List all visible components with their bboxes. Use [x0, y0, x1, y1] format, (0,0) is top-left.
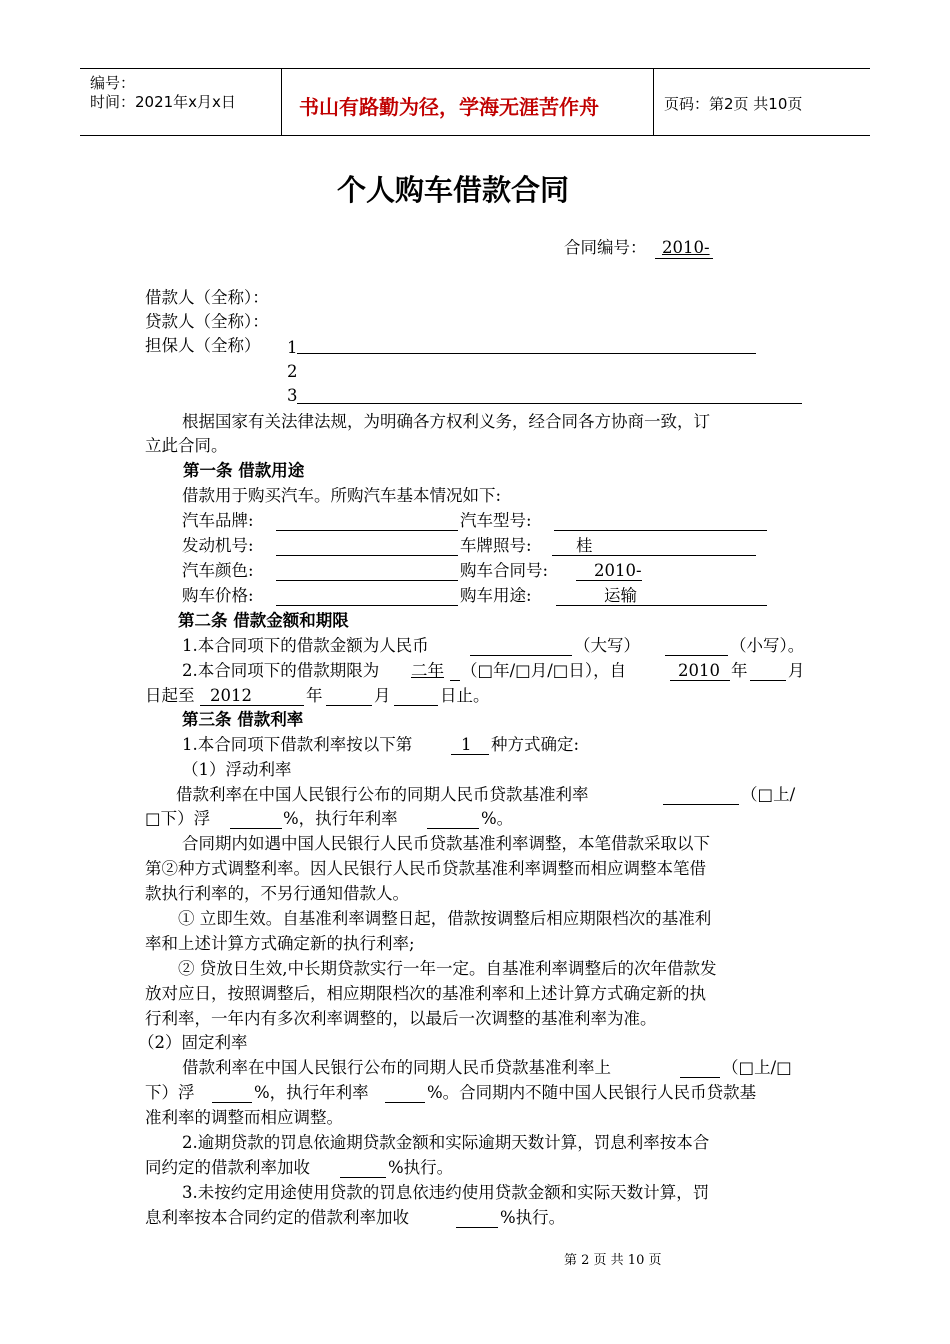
float-line-2a: □下）浮 [145, 809, 211, 828]
header-divider-2 [653, 68, 654, 135]
intro-line-2: 立此合同。 [145, 436, 228, 455]
art2-3-day-line [394, 705, 438, 706]
art2-3-year-line [200, 705, 304, 706]
contract-no-underline [655, 258, 713, 259]
penalty-2-line-1: 2.逾期贷款的罚息依逾期贷款金额和实际逾期天数计算，罚息利率按本合 [182, 1133, 710, 1152]
art3-1-text-a: 1.本合同项下借款利率按以下第 [182, 735, 413, 754]
car-model-line [554, 530, 767, 531]
intro-line-1: 根据国家有关法律法规，为明确各方权利义务，经合同各方协商一致，订 [182, 412, 710, 431]
art3-1-num: 1 [461, 735, 472, 754]
purchase-contract-line [576, 580, 642, 581]
fixed-percent-line [212, 1102, 252, 1103]
art2-1-small-line [665, 655, 728, 656]
penalty-3-line-1: 3.未按约定用途使用贷款的罚息依违约使用贷款金额和实际天数计算，罚 [182, 1183, 710, 1202]
option-2-line-2: 放对应日，按照调整后，相应期限档次的基准利率和上述计算方式确定新的执 [145, 984, 706, 1003]
car-color-label: 汽车颜色: [182, 561, 254, 580]
header-page-label: 页码：第2页 共10页 [664, 95, 803, 113]
footer-page-number: 第 2 页 共 10 页 [564, 1253, 662, 1268]
guarantor-2-num: 2 [287, 362, 298, 381]
plate-no-label: 车牌照号: [460, 536, 532, 555]
header-divider-1 [281, 68, 282, 135]
fixed-title: （2）固定利率 [138, 1033, 248, 1052]
car-brand-label: 汽车品牌: [182, 511, 254, 530]
adjust-line-3: 款执行利率的，不另行通知借款人。 [145, 884, 409, 903]
header-number-label: 编号： [90, 74, 136, 92]
art2-1-amount-line [470, 655, 572, 656]
art2-1-text-c: （小写）。 [730, 636, 805, 655]
art2-2-year: 2010 [678, 661, 720, 680]
float-title: （1）浮动利率 [182, 760, 292, 779]
penalty-3-rate-line [456, 1227, 498, 1228]
art2-3-text-b: 年 [306, 686, 323, 705]
lender-label: 贷款人（全称）： [145, 312, 269, 331]
float-line-2c: %。 [481, 809, 514, 828]
car-model-label: 汽车型号: [460, 511, 532, 530]
penalty-2-line-2a: 同约定的借款利率加收 [145, 1158, 310, 1177]
art2-2-text-c: 年 [731, 661, 748, 680]
fixed-line-1b: （□上/□ [722, 1058, 792, 1077]
art2-1-text-a: 1.本合同项下的借款金额为人民币 [182, 636, 429, 655]
fixed-line-2a: 下）浮 [145, 1083, 195, 1102]
header-top-border [80, 68, 870, 69]
car-price-line [276, 605, 458, 606]
car-brand-line [276, 530, 458, 531]
article-2-title: 第二条 借款金额和期限 [178, 611, 349, 630]
penalty-3-line-2b: %执行。 [500, 1208, 566, 1227]
art3-1-text-b: 种方式确定: [491, 735, 580, 754]
car-use-line [556, 605, 767, 606]
fixed-rate-line [680, 1077, 720, 1078]
borrower-label: 借款人（全称）： [145, 288, 269, 307]
art2-2-term: 二年 [411, 661, 444, 680]
article-1-text: 借款用于购买汽车。所购汽车基本情况如下: [182, 486, 502, 505]
guarantor-1-line [297, 353, 756, 354]
contract-no-value: 2010- [662, 238, 710, 257]
art2-3-month-line [326, 705, 372, 706]
float-line-1a: 借款利率在中国人民银行公布的同期人民币贷款基准利率 [176, 785, 589, 804]
header-motto: 书山有路勤为径，学海无涯苦作舟 [299, 95, 599, 119]
option-1-line-1: ① 立即生效。自基准利率调整日起，借款按调整后相应期限档次的基准利 [178, 909, 712, 928]
art2-2-term-line-ext [450, 680, 460, 681]
fixed-annual-line [385, 1102, 425, 1103]
art2-3-text-d: 日止。 [440, 686, 490, 705]
float-rate-line [663, 804, 739, 805]
document-title: 个人购车借款合同 [337, 173, 570, 207]
art2-2-text-a: 2.本合同项下的借款期限为 [182, 661, 380, 680]
guarantor-label: 担保人（全称） [145, 336, 261, 355]
article-1-title: 第一条 借款用途 [183, 461, 305, 480]
penalty-3-line-2a: 息利率按本合同约定的借款利率加收 [145, 1208, 409, 1227]
art2-3-text-a: 日起至 [145, 686, 195, 705]
guarantor-3-num: 3 [287, 386, 298, 405]
adjust-line-1: 合同期内如遇中国人民银行人民币贷款基准利率调整，本笔借款采取以下 [182, 834, 710, 853]
car-use-label: 购车用途: [460, 586, 532, 605]
float-percent-line [230, 828, 282, 829]
plate-no-value: 桂 [576, 536, 593, 555]
fixed-line-3: 准利率的调整而相应调整。 [145, 1108, 343, 1127]
art2-2-year-line [670, 680, 730, 681]
guarantor-1-num: 1 [287, 338, 298, 357]
article-3-title: 第三条 借款利率 [182, 710, 304, 729]
engine-no-line [276, 555, 458, 556]
float-line-2b: %，执行年利率 [283, 809, 398, 828]
art2-3-text-c: 月 [374, 686, 391, 705]
plate-no-line [552, 555, 756, 556]
adjust-line-2: 第②种方式调整利率。因人民银行人民币贷款基准利率调整而相应调整本笔借 [145, 859, 706, 878]
float-line-1b: （□上/ [741, 785, 796, 804]
fixed-line-1a: 借款利率在中国人民银行公布的同期人民币贷款基准利率上 [182, 1058, 611, 1077]
engine-no-label: 发动机号: [182, 536, 254, 555]
art2-1-text-b: （大写） [574, 636, 640, 655]
car-use-value: 运输 [604, 586, 637, 605]
art2-2-month-line [750, 680, 786, 681]
float-annual-line [427, 828, 479, 829]
purchase-contract-value: 2010- [594, 561, 642, 580]
penalty-2-line-2b: %执行。 [388, 1158, 454, 1177]
fixed-line-2b: %，执行年利率 [254, 1083, 369, 1102]
art2-2-text-d: 月 [788, 661, 805, 680]
header-time-label: 时间：2021年x月x日 [90, 93, 236, 111]
option-2-line-1: ② 贷放日生效,中长期贷款实行一年一定。自基准利率调整后的次年借款发 [178, 959, 717, 978]
contract-no-label: 合同编号： [564, 238, 647, 257]
art2-3-year: 2012 [210, 686, 252, 705]
purchase-contract-label: 购车合同号: [460, 561, 549, 580]
art3-1-num-line [451, 754, 489, 755]
art2-2-text-b: （□年/□月/□日），自 [461, 661, 627, 680]
car-color-line [276, 580, 458, 581]
fixed-line-2c: %。合同期内不随中国人民银行人民币贷款基 [427, 1083, 757, 1102]
guarantor-3-line [297, 403, 802, 404]
header-bottom-border [80, 135, 870, 136]
option-1-line-2: 率和上述计算方式确定新的执行利率; [145, 934, 415, 953]
penalty-2-rate-line [340, 1177, 386, 1178]
car-price-label: 购车价格: [182, 586, 254, 605]
option-2-line-3: 行利率，一年内有多次利率调整的，以最后一次调整的基准利率为准。 [145, 1009, 657, 1028]
